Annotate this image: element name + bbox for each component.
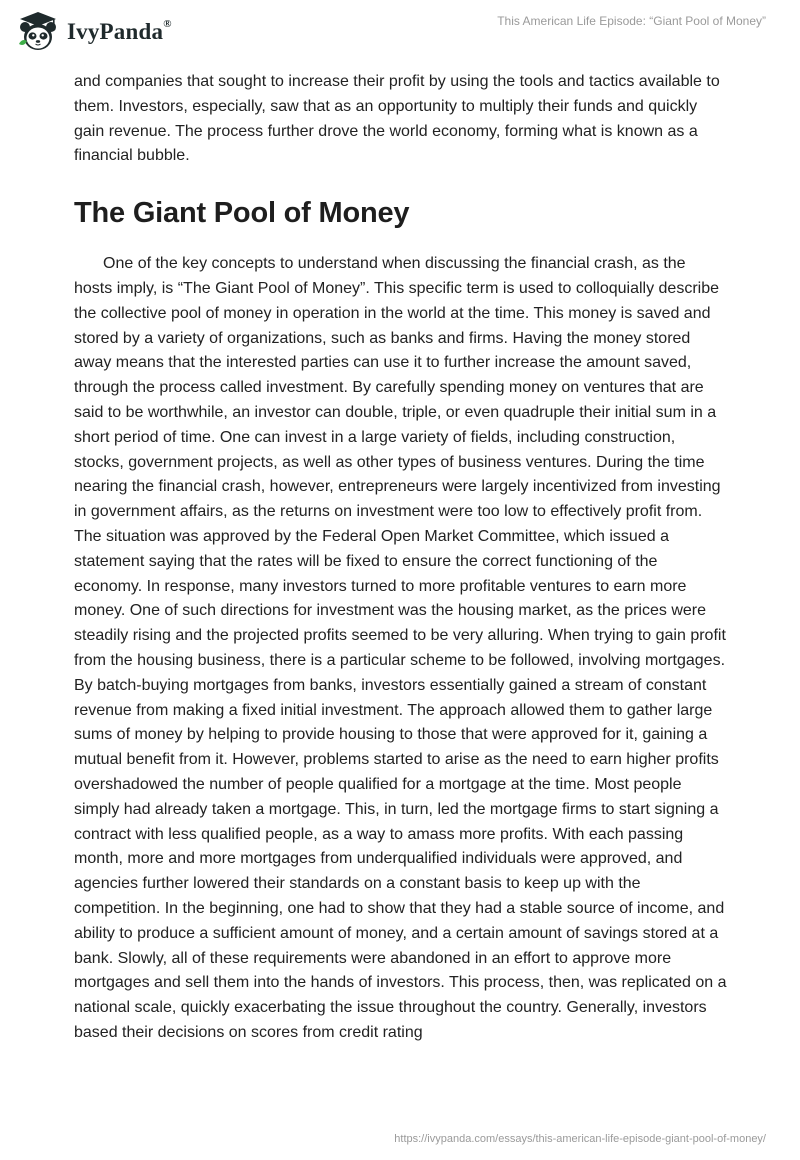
panda-logo-icon: [16, 10, 60, 54]
brand-name: IvyPanda®: [67, 18, 172, 44]
document-title: This American Life Episode: “Giant Pool of Money”: [497, 14, 766, 28]
section-heading: The Giant Pool of Money: [74, 197, 410, 230]
ivypanda-logo[interactable]: [16, 10, 172, 54]
intro-paragraph: and companies that sought to increase their profit by using the tools and tactics available to them. Investors, especially, saw that as an opportunity to multiply their funds and quickly gain revenue. The process further drove the world economy, forming what is known as a financial bubble.: [74, 73, 720, 165]
registered-mark: ®: [163, 18, 172, 31]
page-header: [0, 0, 800, 64]
body-paragraph: One of the key concepts to understand when discussing the financial crash, as the hosts imply, is “The Giant Pool of Money”. This specific term is used to colloquially describe the collective pool of money in operation in the world at the time. This money is saved and stored by a variety of organizations, such as banks and firms. Having the money stored away means that the interested parties can use it to further increase the amount saved, through the process called investment. By carefully spending money on ventures that are said to be worthwhile, an investor can double, triple, or even quadruple their initial sum in a short period of time. One can invest in a large variety of fields, including construction, stocks, government projects, as well as other types of business ventures. During the time nearing the financial crash, however, entrepreneurs were largely incentivized from investing in government affairs, as the returns on investment were too low to effectively profit from. The situation was approved by the Federal Open Market Committee, which issued a statement saying that the rates will be fixed to ensure the correct functioning of the economy. In response, many investors turned to more profitable ventures to earn more money. One of such directions for investment was the housing market, as the prices were steadily rising and the projected profits seemed to be very alluring. When trying to gain profit from the housing business, there is a particular scheme to be followed, involving mortgages. By batch-buying mortgages from banks, investors essentially gained a stream of constant revenue from making a fixed initial investment. The approach allowed them to gather large sums of money by helping to provide housing to those that were approved for it, gaining a mutual benefit from it. However, problems started to arise as the need to earn higher profits overshadowed the number of people qualified for a mortgage at the time. Most people simply had already taken a mortgage. This, in turn, led the mortgage firms to start signing a contract with less qualified people, as a way to amass more profits. With each passing month, more and more mortgages from underqualified individuals were approved, and agencies further lowered their standards on a constant basis to keep up with the competition. In the beginning, one had to show that they had a stable source of income, and ability to produce a sufficient amount of money, and a certain amount of savings stored at a bank. Slowly, all of these requirements were abandoned in an effort to approve more mortgages and sell them into the hands of investors. This process, then, was replicated on a national scale, quickly exacerbating the issue throughout the country. Generally, investors based their decisions on scores from credit rating: [74, 255, 727, 1041]
source-url[interactable]: https://ivypanda.com/essays/this-american-life-episode-giant-pool-of-money/: [394, 1133, 766, 1145]
essay-content: [74, 70, 728, 1046]
